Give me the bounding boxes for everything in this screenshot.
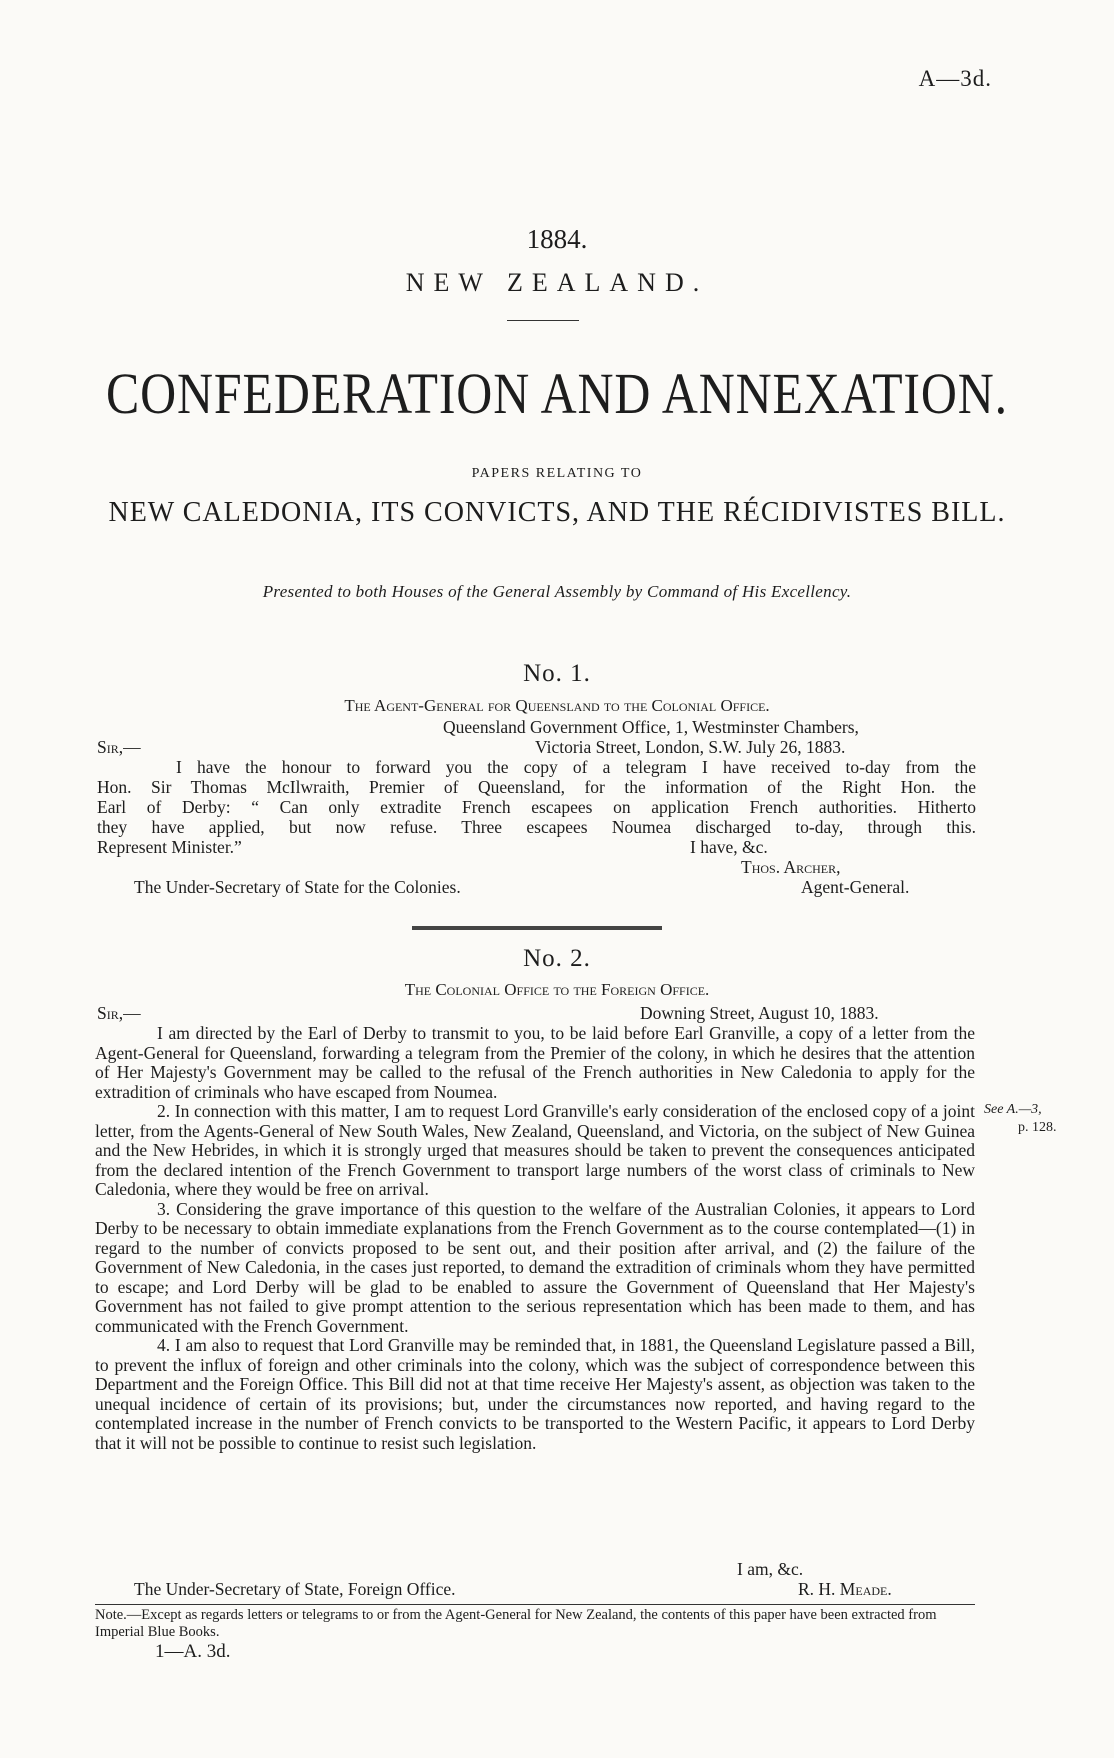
doc2-signatory: R. H. Meade. <box>798 1579 892 1599</box>
doc1-body-last: Represent Minister.” <box>97 837 242 857</box>
doc2-address: Downing Street, August 10, 1883. <box>640 1003 879 1023</box>
doc1-body-line: I have the honour to forward you the copy of a telegram I have received to-day from the <box>176 757 976 777</box>
doc2-paragraph-2: 2. In connection with this matter, I am to request Lord Granville's early consideration of the enclosed copy of a joint letter, from the Agents-General of New South Wales, New Zealand, Queensland, and Victoria, on the subject of New Guinea and the New Hebrides, in which it is strongly urged that measures should be taken to prevent the consequences anticipated from the declared intention of the French Government to transport large numbers of the worst class of criminals to New Caledonia, where they would be free on arrival. <box>95 1101 975 1199</box>
print-reference: 1—A. 3d. <box>155 1641 231 1662</box>
margin-note: See A.—3, <box>984 1102 1042 1117</box>
doc2-salutation: Sir,— <box>97 1003 141 1023</box>
doc2-paragraph-1: I am directed by the Earl of Derby to transmit to you, to be laid before Earl Granville, a copy of a letter from the Agent-General for Queensland, forwarding a telegram from the Premier of the colony, in which he desires that the attention of Her Majesty's Government may be called to the refusal of the French authorities in New Caledonia to apply for the extradition of criminals who have escaped from Noumea. <box>95 1023 975 1102</box>
doc1-signatory: Thos. Archer, <box>741 857 841 877</box>
footnote: Note.—Except as regards letters or telegrams to or from the Agent-General for New Zealand, the contents of this paper have been extracted from Imperial Blue Books. <box>95 1607 937 1640</box>
doc1-signatory-title: Agent-General. <box>801 877 910 897</box>
papers-relating: PAPERS RELATING TO <box>471 466 643 481</box>
doc1-address-1: Queensland Government Office, 1, Westminster Chambers, <box>443 717 859 737</box>
doc1-address-2: Victoria Street, London, S.W. July 26, 1883. <box>535 737 846 757</box>
page-reference: A—3d. <box>918 66 992 91</box>
doc1-closing: I have, &c. <box>690 837 768 857</box>
doc1-body-line: they have applied, but now refuse. Three escapees Noumea discharged to-day, through this. <box>97 817 976 837</box>
doc2-heading: The Colonial Office to the Foreign Office. <box>404 980 710 999</box>
footnote-divider <box>95 1604 975 1605</box>
year: 1884. <box>526 224 588 254</box>
doc1-salutation: Sir,— <box>97 737 141 757</box>
doc1-heading: The Agent-General for Queensland to the Colonial Office. <box>344 696 770 715</box>
doc2-body <box>95 1024 975 1453</box>
section-divider <box>412 926 662 930</box>
doc2-number: No. 2. <box>523 945 591 972</box>
page-title: CONFEDERATION AND ANNEXATION. <box>105 361 1008 426</box>
doc1-addressee: The Under-Secretary of State for the Colonies. <box>134 877 461 897</box>
doc1-body-line: Earl of Derby: “ Can only extradite French escapees on application French authorities. Hitherto <box>97 797 976 817</box>
presented-line: Presented to both Houses of the General Assembly by Command of His Excellency. <box>262 582 852 601</box>
doc1-number: No. 1. <box>523 660 591 687</box>
doc2-paragraph-3: 3. Considering the grave importance of this question to the welfare of the Australian Colonies, it appears to Lord Derby to be necessary to obtain immediate explanations from the French Government as to the course contemplated—(1) in regard to the number of convicts proposed to be sent out, and their position after arrival, and (2) the failure of the Government of New Caledonia, in the cases just reported, to demand the extradition of criminals whom they have permitted to escape; and Lord Derby will be glad to be enabled to assure the Government of Queensland that Her Majesty's Government has not failed to give prompt attention to the serious representation which has been made to them, and has communicated with the French Government. <box>95 1198 975 1336</box>
divider <box>507 320 579 321</box>
page-subtitle: NEW CALEDONIA, ITS CONVICTS, AND THE RÉCIDIVISTES BILL. <box>108 497 1006 528</box>
margin-note-page: p. 128. <box>1018 1120 1057 1135</box>
country: NEW ZEALAND. <box>405 268 709 297</box>
doc1-body-line: Hon. Sir Thomas McIlwraith, Premier of Queensland, for the information of the Right Hon. the <box>97 777 976 797</box>
doc2-addressee: The Under-Secretary of State, Foreign Office. <box>134 1579 456 1599</box>
doc2-closing: I am, &c. <box>737 1559 804 1579</box>
doc2-paragraph-4: 4. I am also to request that Lord Granville may be reminded that, in 1881, the Queensland Legislature passed a Bill, to prevent the influx of foreign and other criminals into the colony, which was the subject of correspondence between this Department and the Foreign Office. This Bill did not at that time receive Her Majesty's assent, as objection was taken to the unequal incidence of certain of its provisions; but, under the circumstances now reported, and having regard to the contemplated increase in the number of French convicts to be transported to the Western Pacific, it appears to Lord Derby that it will not be possible to continue to resist such legislation. <box>95 1335 975 1453</box>
